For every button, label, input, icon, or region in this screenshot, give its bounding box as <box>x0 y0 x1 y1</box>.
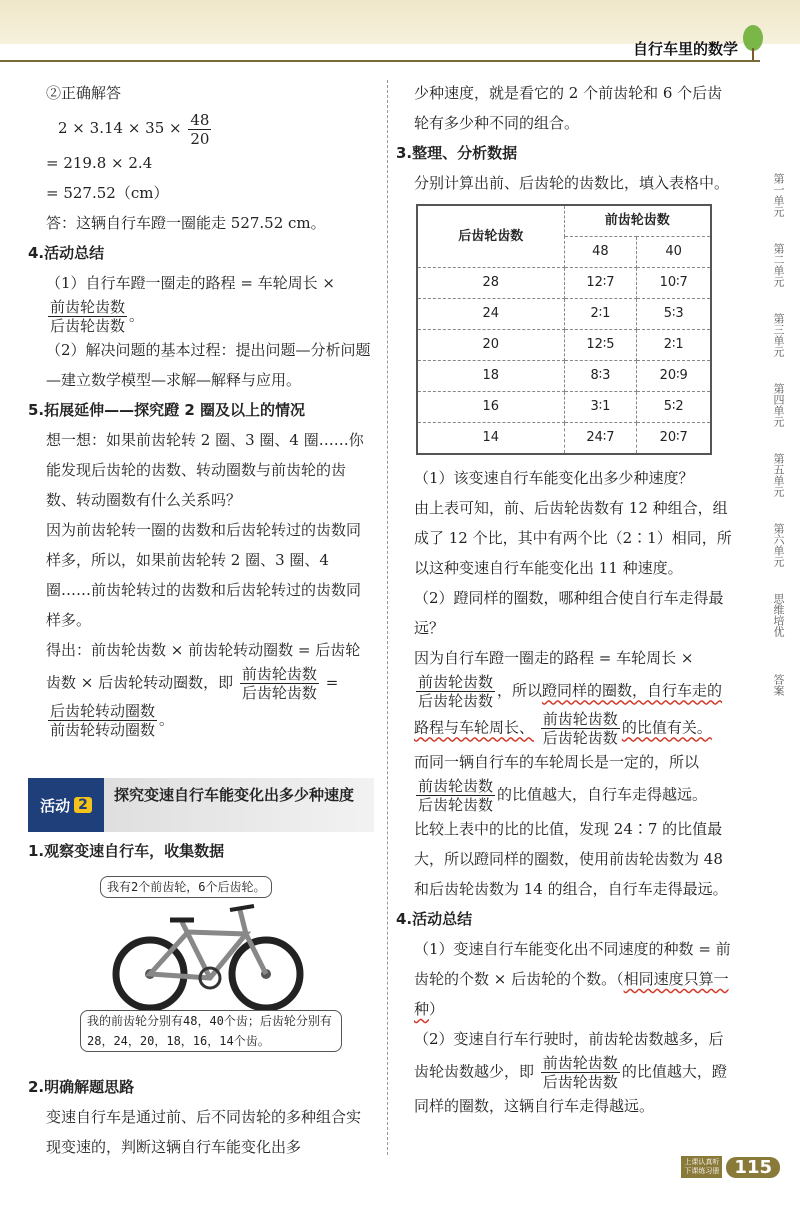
left-column <box>28 78 374 739</box>
right-summary-1-emphasis: 相同速度只算一种 <box>414 970 729 1018</box>
answer-2-text-c: 的比值有关。 <box>621 718 712 737</box>
extension-reason: 因为前齿轮转一圈的齿数和后齿轮转过的齿数同样多，所以，如果前齿轮转 2 圈、3 圈、4 圈……前齿轮转过的齿数和后齿轮转过的齿数同样多。 <box>46 521 362 629</box>
conclusion-num-1: 前齿轮齿数 <box>241 665 317 683</box>
speech-bubble-bottom: 我的前齿轮分别有48，40个齿；后齿轮分别有28，24，20，18，16，14个齿。 <box>80 1010 342 1052</box>
ratio-40-cell: 5∶3 <box>637 299 711 330</box>
rear-cell: 14 <box>417 423 564 455</box>
summary-1-den: 后齿轮齿数 <box>50 317 126 335</box>
conclusion-end: 。 <box>159 710 175 729</box>
conclusion-den-1: 后齿轮齿数 <box>241 684 317 702</box>
page-footer <box>668 1153 780 1181</box>
conclusion-den-2: 前齿轮转动圈数 <box>50 721 156 739</box>
table-row <box>417 299 711 330</box>
clarify-section <box>28 1072 374 1162</box>
ratio-48-cell: 12∶5 <box>564 330 637 361</box>
extension-conclusion <box>28 635 374 739</box>
answer-3-text-a: 而同一辆自行车的车轮周长是一定的，所以 <box>414 753 700 771</box>
right-summary-2-num: 前齿轮齿数 <box>542 1054 618 1072</box>
tab-label: 第二单元 <box>772 243 785 287</box>
page-number: 115 <box>726 1157 780 1178</box>
footer-slogan-1: 上课认真听 <box>684 1158 720 1166</box>
summary-heading: 4.活动总结 <box>28 244 105 262</box>
ratio-40-cell: 20∶7 <box>637 423 711 455</box>
right-summary-2 <box>396 1024 734 1121</box>
formula-1-fraction <box>188 111 211 148</box>
activity-title: 探究变速自行车能变化出多少种速度 <box>114 786 355 804</box>
answer-3-den: 后齿轮齿数 <box>418 796 494 814</box>
front-col-48: 48 <box>564 237 637 268</box>
tab-unit-3[interactable] <box>756 300 800 370</box>
ratio-48-cell: 24∶7 <box>564 423 637 455</box>
ratio-40-cell: 10∶7 <box>637 268 711 299</box>
answer-3-fraction <box>416 777 495 814</box>
tab-unit-2[interactable] <box>756 230 800 300</box>
rear-cell: 24 <box>417 299 564 330</box>
formula-line-3: = 527.52（cm） <box>46 184 169 202</box>
step-title: ②正确解答 <box>46 84 122 102</box>
tab-label: 第三单元 <box>772 313 785 357</box>
continued-paragraph: 少种速度，就是看它的 2 个前齿轮和 6 个后齿轮有多少种不同的组合。 <box>414 84 723 132</box>
rear-cell: 16 <box>417 392 564 423</box>
tab-label: 第一单元 <box>772 173 785 217</box>
organize-heading: 3.整理、分析数据 <box>396 144 518 162</box>
answer-line: 答：这辆自行车蹬一圈能走 527.52 cm。 <box>46 214 326 232</box>
ratio-40-cell: 20∶9 <box>637 361 711 392</box>
extension-heading: 5.拓展延伸——探究蹬 2 圈及以上的情况 <box>28 401 306 419</box>
activity-badge <box>28 778 104 832</box>
speech-bubble-top: 我有2个前齿轮，6个后齿轮。 <box>100 876 272 898</box>
tab-thinking[interactable] <box>756 580 800 650</box>
right-summary-1-end: ） <box>429 1000 445 1018</box>
ratio-48-cell: 3∶1 <box>564 392 637 423</box>
ratio-48-cell: 2∶1 <box>564 299 637 330</box>
answer-2-fraction-1 <box>416 673 495 710</box>
activity-banner <box>28 778 374 832</box>
header-title: 自行车里的数学 <box>632 40 738 58</box>
answer-2-text-b: ，所以 <box>497 681 543 700</box>
tab-label: 第四单元 <box>772 383 785 427</box>
answer-2 <box>396 643 734 747</box>
answer-3-text-b: 的比值越大，自行车走得越远。 <box>497 785 708 804</box>
summary-2: （2）解决问题的基本过程：提出问题—分析问题—建立数学模型—求解—解释与应用。 <box>46 341 371 389</box>
rear-gear-header: 后齿轮齿数 <box>417 205 564 268</box>
header-rule <box>0 60 760 62</box>
observe-heading: 1.观察变速自行车，收集数据 <box>28 842 225 860</box>
right-summary-heading: 4.活动总结 <box>396 910 473 928</box>
footer-slogan-2: 下课练习册 <box>684 1167 720 1175</box>
answer-2-emphasis: 蹬同样的圈数，自行车走的路程与车轮周长、 <box>414 681 723 737</box>
answer-2-num-1: 前齿轮齿数 <box>418 673 494 691</box>
table-row <box>417 268 711 299</box>
formula-1-den: 20 <box>190 129 210 148</box>
front-gear-header: 前齿轮齿数 <box>564 205 711 237</box>
answer-2-fraction-2 <box>541 710 620 747</box>
right-summary-2-text-a: （2）变速自行车行驶时，前齿轮齿数越多，后齿轮齿数越少，即 <box>414 1030 724 1081</box>
rear-cell: 18 <box>417 361 564 392</box>
gear-ratio-table <box>416 204 712 455</box>
answer-3 <box>396 747 734 814</box>
ratio-48-cell: 8∶3 <box>564 361 637 392</box>
ratio-48-cell: 12∶7 <box>564 268 637 299</box>
tab-label: 答案 <box>772 674 785 696</box>
formula-line-1 <box>28 108 374 148</box>
conclusion-equals: = <box>325 673 339 692</box>
column-divider <box>387 80 388 1155</box>
ratio-40-cell: 2∶1 <box>637 330 711 361</box>
right-summary-1 <box>396 934 734 1024</box>
answer-1: 由上表可知，前、后齿轮齿数有 12 种组合，组成了 12 个比，其中有两个比（2∶1）相同，所以这种变速自行车能变化出 11 种速度。 <box>414 499 732 577</box>
clarify-paragraph: 变速自行车是通过前、后不同齿轮的多种组合实现变速的，判断这辆自行车能变化出多 <box>46 1108 362 1156</box>
activity-badge-number: 2 <box>74 797 92 813</box>
tab-label: 思维培优 <box>772 593 785 637</box>
conclusion-fraction-1 <box>240 665 319 702</box>
formula-1-prefix: 2 × 3.14 × 35 × <box>58 119 182 137</box>
answer-3-num: 前齿轮齿数 <box>418 777 494 795</box>
tab-unit-5[interactable] <box>756 440 800 510</box>
question-2: （2）蹬同样的圈数，哪种组合使自行车走得最远？ <box>414 589 724 637</box>
rear-cell: 20 <box>417 330 564 361</box>
right-summary-2-den: 后齿轮齿数 <box>542 1073 618 1091</box>
summary-1 <box>28 268 374 335</box>
table-row <box>417 392 711 423</box>
right-summary-2-fraction <box>541 1054 620 1091</box>
organize-intro: 分别计算出前、后齿轮的齿数比，填入表格中。 <box>414 174 730 192</box>
table-row <box>417 423 711 455</box>
tab-label: 第五单元 <box>772 453 785 497</box>
answer-2-den-1: 后齿轮齿数 <box>418 692 494 710</box>
rear-cell: 28 <box>417 268 564 299</box>
conclusion-text: 得出：前齿轮齿数 × 前齿轮转动圈数 = 后齿轮齿数 × 后齿轮转动圈数，即 <box>46 641 361 692</box>
table-row <box>417 361 711 392</box>
answer-2-den-2: 后齿轮齿数 <box>542 729 618 747</box>
tab-unit-4[interactable] <box>756 370 800 440</box>
question-1: （1）该变速自行车能变化出多少种速度？ <box>414 469 694 487</box>
formula-line-2: = 219.8 × 2.4 <box>46 154 153 172</box>
right-summary-2-text-b: 的比值越大，蹬同样的圈数，这辆自行车走得越远。 <box>414 1062 727 1115</box>
tab-label: 第六单元 <box>772 523 785 567</box>
formula-1-num: 48 <box>190 110 210 129</box>
chapter-tabs <box>756 160 800 720</box>
tab-unit-6[interactable] <box>756 510 800 580</box>
tab-unit-1[interactable] <box>756 160 800 230</box>
answer-2-num-2: 前齿轮齿数 <box>542 710 618 728</box>
ratio-40-cell: 5∶2 <box>637 392 711 423</box>
conclusion-num-2: 后齿轮转动圈数 <box>50 702 156 720</box>
right-summary-1-text: （1）变速自行车能变化出不同速度的种数 = 前齿轮的个数 × 后齿轮的个数。（ <box>414 940 731 988</box>
table-row <box>417 330 711 361</box>
answer-4: 比较上表中的比的比值，发现 24∶7 的比值最大，所以蹬同样的圈数，使用前齿轮齿数为 48 和后齿轮齿数为 14 的组合，自行车走得最远。 <box>414 820 728 898</box>
summary-1-text: （1）自行车蹬一圈走的路程 = 车轮周长 × <box>46 274 335 292</box>
footer-slogan <box>681 1156 722 1178</box>
tree-icon <box>742 24 764 62</box>
extension-question: 想一想：如果前齿轮转 2 圈、3 圈、4 圈……你能发现后齿轮的齿数、转动圈数与前齿轮的齿数、转动圈数有什么关系吗？ <box>46 431 364 509</box>
answer-2-text-a: 因为自行车蹬一圈走的路程 = 车轮周长 × <box>414 649 694 667</box>
clarify-heading: 2.明确解题思路 <box>28 1078 135 1096</box>
right-column <box>396 78 734 1121</box>
tab-answers[interactable] <box>756 650 800 720</box>
bike-illustration <box>70 870 350 1058</box>
summary-1-end: 。 <box>129 306 145 325</box>
summary-1-num: 前齿轮齿数 <box>50 298 126 316</box>
front-col-40: 40 <box>637 237 711 268</box>
summary-1-fraction <box>48 298 127 335</box>
conclusion-fraction-2 <box>48 702 157 739</box>
activity-badge-label: 活动 <box>40 796 71 815</box>
